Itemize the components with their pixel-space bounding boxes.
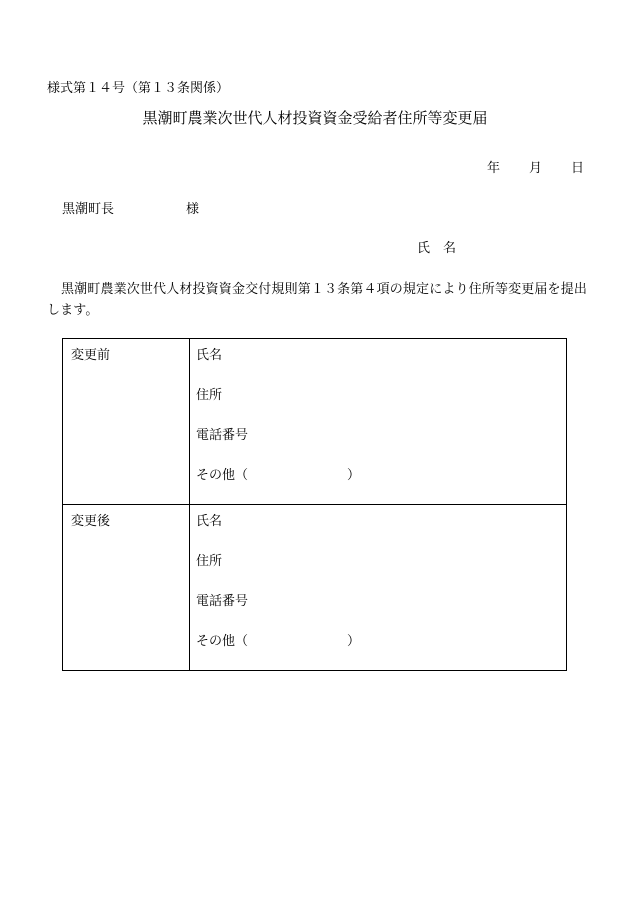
document-title: 黒潮町農業次世代人材投資資金受給者住所等変更届 (142, 109, 488, 127)
change-table (62, 338, 567, 671)
after-label: 変更後 (71, 514, 111, 529)
label-cell (63, 505, 190, 671)
applicant-name-label: 氏 名 (417, 241, 457, 256)
before-name-field: 氏名 (196, 348, 223, 363)
fields-cell (190, 339, 567, 505)
paren-close: ） (347, 634, 361, 649)
date-year-label: 年 (487, 161, 501, 176)
table-row-before (63, 339, 567, 505)
before-address-field: 住所 (196, 388, 223, 403)
before-other-field (196, 464, 566, 504)
addressee-honorific: 様 (186, 202, 200, 217)
before-phone-field: 電話番号 (196, 428, 249, 443)
paren-open: （ (235, 468, 249, 483)
after-address-field: 住所 (196, 554, 223, 569)
table-row-after (63, 505, 567, 671)
after-other-field (196, 630, 566, 670)
before-label: 変更前 (71, 348, 111, 363)
body-text: 黒潮町農業次世代人材投資資金交付規則第１３条第４項の規定により住所等変更届を提出します。 (47, 282, 588, 318)
paren-close: ） (347, 468, 361, 483)
other-label: その他 (196, 634, 236, 649)
addressee-name: 黒潮町長 (62, 202, 115, 217)
fields-cell (190, 505, 567, 671)
after-phone-field: 電話番号 (196, 594, 249, 609)
date-month-label: 月 (529, 161, 543, 176)
other-label: その他 (196, 468, 236, 483)
paren-open: （ (235, 634, 249, 649)
form-number: 様式第１４号（第１３条関係） (47, 81, 230, 96)
label-cell (63, 339, 190, 505)
after-name-field: 氏名 (196, 514, 223, 529)
date-day-label: 日 (571, 161, 585, 176)
